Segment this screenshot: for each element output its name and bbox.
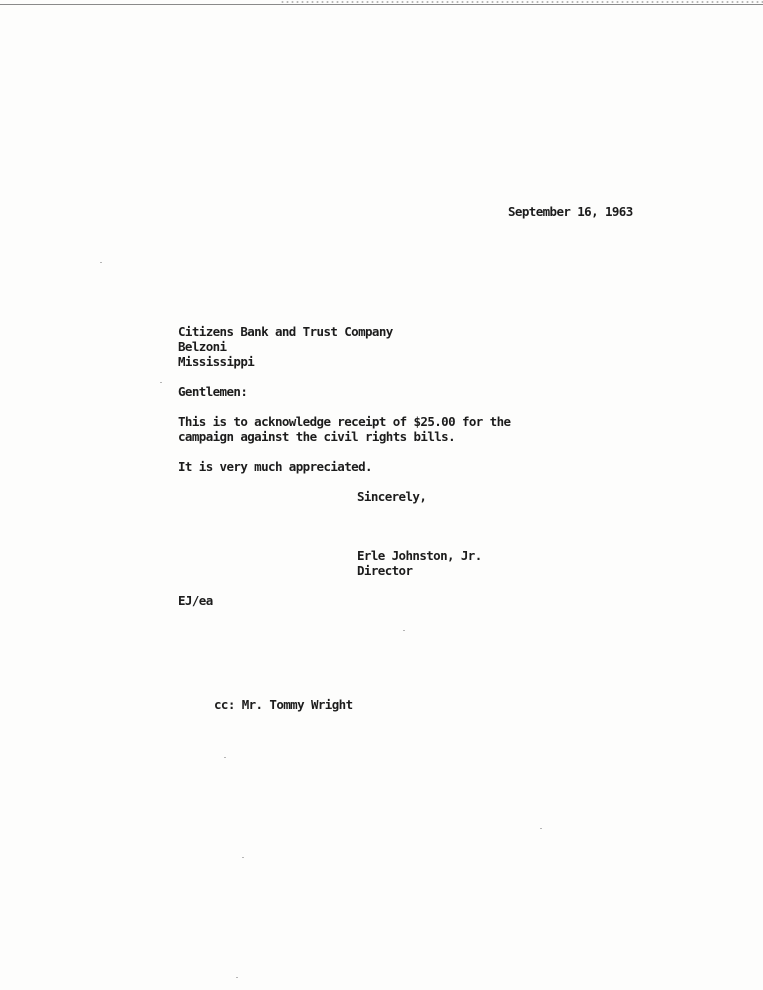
body-line-1: This is to acknowledge receipt of $25.00 for the bbox=[178, 414, 511, 429]
closing: Sincerely, bbox=[357, 489, 427, 504]
recipient-name: Citizens Bank and Trust Company bbox=[178, 324, 393, 339]
salutation: Gentlemen: bbox=[178, 384, 248, 399]
letter-date: September 16, 1963 bbox=[508, 204, 633, 219]
typist-initials: EJ/ea bbox=[178, 593, 213, 608]
scan-speck bbox=[236, 977, 238, 978]
body-line-3: It is very much appreciated. bbox=[178, 459, 372, 474]
top-edge-perforation bbox=[280, 0, 763, 4]
signer-name: Erle Johnston, Jr. bbox=[357, 548, 482, 563]
top-edge-rule bbox=[0, 4, 763, 5]
scan-speck bbox=[160, 382, 162, 383]
scan-speck bbox=[540, 828, 542, 829]
body-line-2: campaign against the civil rights bills. bbox=[178, 429, 456, 444]
scan-speck bbox=[100, 262, 102, 263]
recipient-city: Belzoni bbox=[178, 339, 227, 354]
scan-speck bbox=[242, 857, 244, 858]
carbon-copy-line: cc: Mr. Tommy Wright bbox=[214, 697, 353, 712]
scan-speck bbox=[224, 757, 226, 758]
signer-title: Director bbox=[357, 563, 413, 578]
recipient-state: Mississippi bbox=[178, 354, 255, 369]
scan-speck bbox=[403, 630, 405, 631]
